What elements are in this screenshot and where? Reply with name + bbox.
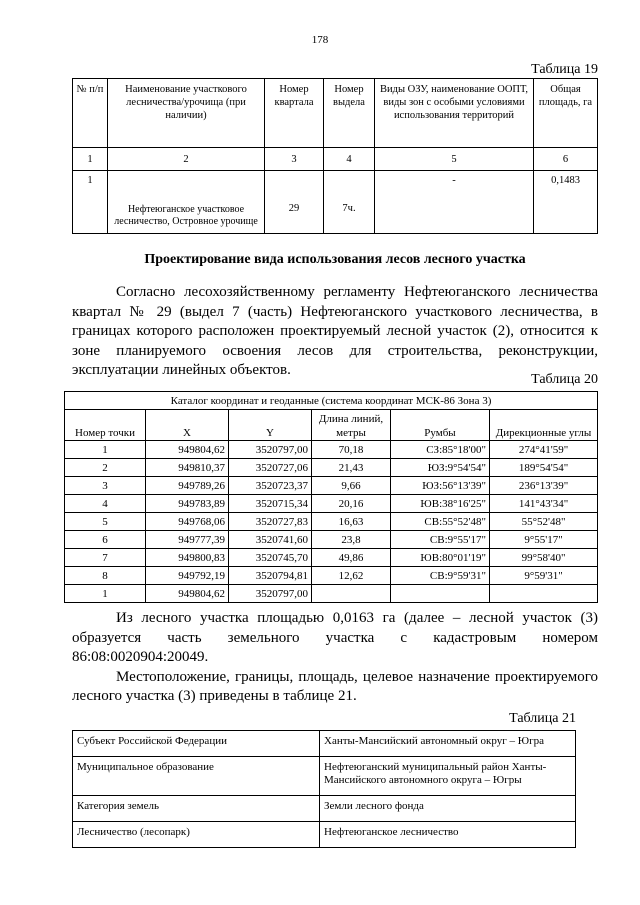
- table-cell: 5: [65, 513, 146, 531]
- table19-index-cell: 3: [265, 148, 324, 171]
- table19-cell-quarter: 29: [265, 171, 324, 234]
- table-row: [73, 822, 576, 848]
- table20-body: [65, 441, 598, 603]
- table19-caption: Таблица 19: [531, 62, 598, 77]
- table-cell: [312, 585, 391, 603]
- paragraph-1: Согласно лесохозяйственному регламенту Нефтеюганского лесничества квартал № 29 (выдел 7 (часть) Нефтеюганского участкового лесничества, в границах которого расположен проектируемый лесной участок (2), относится к зоне планируемого освоения лесов для строительства, реконструкции, эксплуатации линейных объектов.: [72, 284, 598, 378]
- table19-index-row: [73, 148, 598, 171]
- table-cell: 189°54'54": [490, 459, 598, 477]
- table20-caption: Таблица 20: [531, 372, 598, 387]
- table-cell: 16,63: [312, 513, 391, 531]
- table-cell: ЮВ:80°01'19": [391, 549, 490, 567]
- table19-header: Виды ОЗУ, наименование ООПТ, виды зон с особыми условиями использования территорий: [375, 79, 534, 148]
- table-cell: Нефтеюганское лесничество: [320, 822, 576, 848]
- table-cell: 7: [65, 549, 146, 567]
- table19-index-cell: 6: [534, 148, 598, 171]
- table19-cell-vydel: 7ч.: [324, 171, 375, 234]
- table-cell: 55°52'48": [490, 513, 598, 531]
- table21-caption: Таблица 21: [509, 711, 576, 726]
- table-cell: 949789,26: [146, 477, 229, 495]
- table20-header: Номер точки: [65, 410, 146, 441]
- table-row: [65, 549, 598, 567]
- table-cell: 3520745,70: [229, 549, 312, 567]
- table19-header: № п/п: [73, 79, 108, 148]
- table-cell: 949768,06: [146, 513, 229, 531]
- table-cell: 3520715,34: [229, 495, 312, 513]
- table-row: [73, 796, 576, 822]
- table-cell: 949777,39: [146, 531, 229, 549]
- paragraph-3: Местоположение, границы, площадь, целевое назначение проектируемого лесного участка (3) приведены в таблице 21.: [72, 668, 598, 704]
- table20-header: Дирекционные углы: [490, 410, 598, 441]
- table-cell: 949804,62: [146, 441, 229, 459]
- table-cell: 1: [65, 441, 146, 459]
- table-cell: ЮВ:38°16'25": [391, 495, 490, 513]
- table-cell: 3520727,83: [229, 513, 312, 531]
- table20-header: Длина линий, метры: [312, 410, 391, 441]
- table-cell: 9,66: [312, 477, 391, 495]
- table19-cell-num: 1: [73, 171, 108, 234]
- table20-header: X: [146, 410, 229, 441]
- table-cell: 949800,83: [146, 549, 229, 567]
- page-number: 178: [311, 34, 329, 46]
- table-cell: Ханты-Мансийский автономный округ – Югра: [320, 731, 576, 757]
- table-cell: 9°55'17": [490, 531, 598, 549]
- table-cell: 20,16: [312, 495, 391, 513]
- table-row: [73, 731, 576, 757]
- paragraph-2: Из лесного участка площадью 0,0163 га (далее – лесной участок (3) образуется часть земельного участка с кадастровым номером 86:08:0020904:20049.: [72, 610, 598, 665]
- table-19: [72, 78, 598, 234]
- table-cell: 949810,37: [146, 459, 229, 477]
- table-21: [72, 730, 576, 848]
- table-cell: СВ:9°59'31": [391, 567, 490, 585]
- table-cell: 4: [65, 495, 146, 513]
- table-cell: Земли лесного фонда: [320, 796, 576, 822]
- table20-header: Y: [229, 410, 312, 441]
- table19-index-cell: 4: [324, 148, 375, 171]
- table-20: [64, 391, 598, 603]
- table-row: [65, 567, 598, 585]
- table-cell: 23,8: [312, 531, 391, 549]
- table-cell: 49,86: [312, 549, 391, 567]
- table-cell: [490, 585, 598, 603]
- table-cell: 70,18: [312, 441, 391, 459]
- table-cell: 1: [65, 585, 146, 603]
- table-row: [65, 459, 598, 477]
- section-heading: Проектирование вида использования лесов лесного участка: [144, 252, 526, 267]
- table-cell: СЗ:85°18'00": [391, 441, 490, 459]
- table-cell: 2: [65, 459, 146, 477]
- table-cell: 21,43: [312, 459, 391, 477]
- table-row: [65, 531, 598, 549]
- table-cell: 9°59'31": [490, 567, 598, 585]
- table19-header: Общая площадь, га: [534, 79, 598, 148]
- table-cell: 3520794,81: [229, 567, 312, 585]
- table19-index-cell: 2: [108, 148, 265, 171]
- table-cell: Категория земель: [73, 796, 320, 822]
- table19-data-row: [73, 171, 598, 234]
- table-cell: 236°13'39": [490, 477, 598, 495]
- table19-header: Номер квартала: [265, 79, 324, 148]
- table-cell: Муниципальное образование: [73, 757, 320, 796]
- table-cell: СВ:55°52'48": [391, 513, 490, 531]
- table-cell: 3520797,00: [229, 585, 312, 603]
- table-cell: 8: [65, 567, 146, 585]
- table19-cell-ozu: -: [375, 171, 534, 234]
- table21-body: [73, 731, 576, 848]
- table20-header-row: [65, 410, 598, 441]
- paragraph-1-block: [72, 283, 598, 381]
- table19-header: Номер выдела: [324, 79, 375, 148]
- table-cell: 12,62: [312, 567, 391, 585]
- table19-index-cell: 1: [73, 148, 108, 171]
- table-cell: 3520723,37: [229, 477, 312, 495]
- table-cell: 99°58'40": [490, 549, 598, 567]
- table-cell: 3520797,00: [229, 441, 312, 459]
- table-row: [73, 757, 576, 796]
- table-cell: 3: [65, 477, 146, 495]
- table-cell: СВ:9°55'17": [391, 531, 490, 549]
- table-cell: 141°43'34": [490, 495, 598, 513]
- table19-header: Наименование участкового лесничества/урочища (при наличии): [108, 79, 265, 148]
- table-row: [65, 477, 598, 495]
- paragraph-2-block: [72, 609, 598, 707]
- table20-title-row: [65, 392, 598, 410]
- table-cell: Субъект Российской Федерации: [73, 731, 320, 757]
- table19-cell-area: 0,1483: [534, 171, 598, 234]
- table-cell: 949792,19: [146, 567, 229, 585]
- table-cell: 949804,62: [146, 585, 229, 603]
- table-row: [65, 513, 598, 531]
- table-cell: Нефтеюганский муниципальный район Ханты-Мансийского автономного округа – Югры: [320, 757, 576, 796]
- table-cell: Лесничество (лесопарк): [73, 822, 320, 848]
- table-cell: ЮЗ:56°13'39": [391, 477, 490, 495]
- table20-header: Румбы: [391, 410, 490, 441]
- table-cell: 949783,89: [146, 495, 229, 513]
- table-row: [65, 495, 598, 513]
- table-cell: 6: [65, 531, 146, 549]
- table20-title: Каталог координат и геоданные (система координат МСК-86 Зона 3): [65, 392, 598, 410]
- table19-header-row: [73, 79, 598, 148]
- table-cell: ЮЗ:9°54'54": [391, 459, 490, 477]
- table-row: [65, 585, 598, 603]
- table-cell: 3520727,06: [229, 459, 312, 477]
- table19-cell-name: Нефтеюганское участковое лесничество, Островное урочище: [108, 171, 265, 234]
- table-cell: 274°41'59": [490, 441, 598, 459]
- table-row: [65, 441, 598, 459]
- table-cell: [391, 585, 490, 603]
- table-cell: 3520741,60: [229, 531, 312, 549]
- table19-index-cell: 5: [375, 148, 534, 171]
